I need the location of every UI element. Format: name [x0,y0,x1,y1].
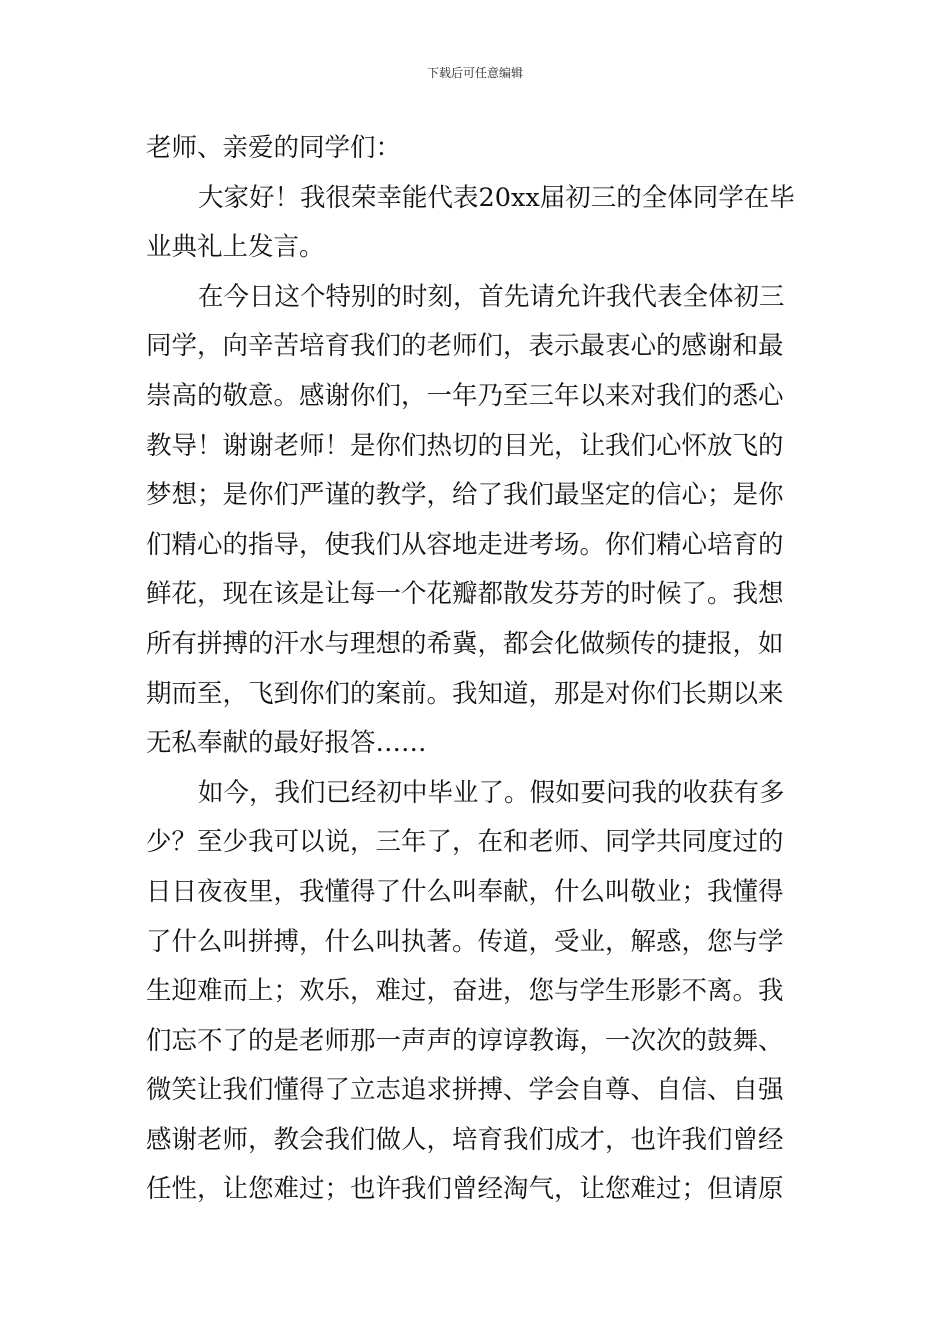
text-line: 同学，向辛苦培育我们的老师们，表示最衷心的感谢和最 [146,331,784,362]
text-line: 大家好！我很荣幸能代表20xx届初三的全体同学在毕 [198,182,795,213]
text-line: 任性，让您难过；也许我们曾经淘气，让您难过；但请原 [146,1174,784,1205]
text-line: 们精心的指导，使我们从容地走进考场。你们精心培育的 [146,529,784,560]
text-line: 了什么叫拼搏，什么叫执著。传道，受业，解惑，您与学 [146,926,784,957]
text-line: 如今，我们已经初中毕业了。假如要问我的收获有多 [198,777,785,808]
text-line: 鲜花，现在该是让每一个花瓣都散发芬芳的时候了。我想 [146,579,784,610]
text-line: 梦想；是你们严谨的教学，给了我们最坚定的信心；是你 [146,480,784,511]
text-line: 教导！谢谢老师！是你们热切的目光，让我们心怀放飞的 [146,430,784,461]
text-line: 所有拼搏的汗水与理想的希冀，都会化做频传的捷报，如 [146,628,784,659]
page-header: 下载后可任意编辑 [426,66,523,80]
text-line: 在今日这个特别的时刻，首先请允许我代表全体初三 [198,281,785,312]
text-line: 日日夜夜里，我懂得了什么叫奉献，什么叫敬业；我懂得 [146,876,784,907]
text-line: 崇高的敬意。感谢你们，一年乃至三年以来对我们的悉心 [146,380,784,411]
text-line: 少？至少我可以说，三年了，在和老师、同学共同度过的 [146,827,784,858]
text-line: 们忘不了的是老师那一声声的谆谆教诲，一次次的鼓舞、 [146,1025,784,1056]
text-line: 感谢老师，教会我们做人，培育我们成才，也许我们曾经 [146,1124,784,1155]
text-line: 期而至，飞到你们的案前。我知道，那是对你们长期以来 [146,678,784,709]
document-body [146,124,816,1215]
text-line: 业典礼上发言。 [146,232,325,263]
text-line: 无私奉献的最好报答…… [146,728,427,759]
text-line: 微笑让我们懂得了立志追求拼搏、学会自尊、自信、自强 [146,1075,784,1106]
text-line: 生迎难而上；欢乐，难过，奋进，您与学生形影不离。我 [146,976,784,1007]
text-line: 老师、亲爱的同学们： [146,133,402,163]
